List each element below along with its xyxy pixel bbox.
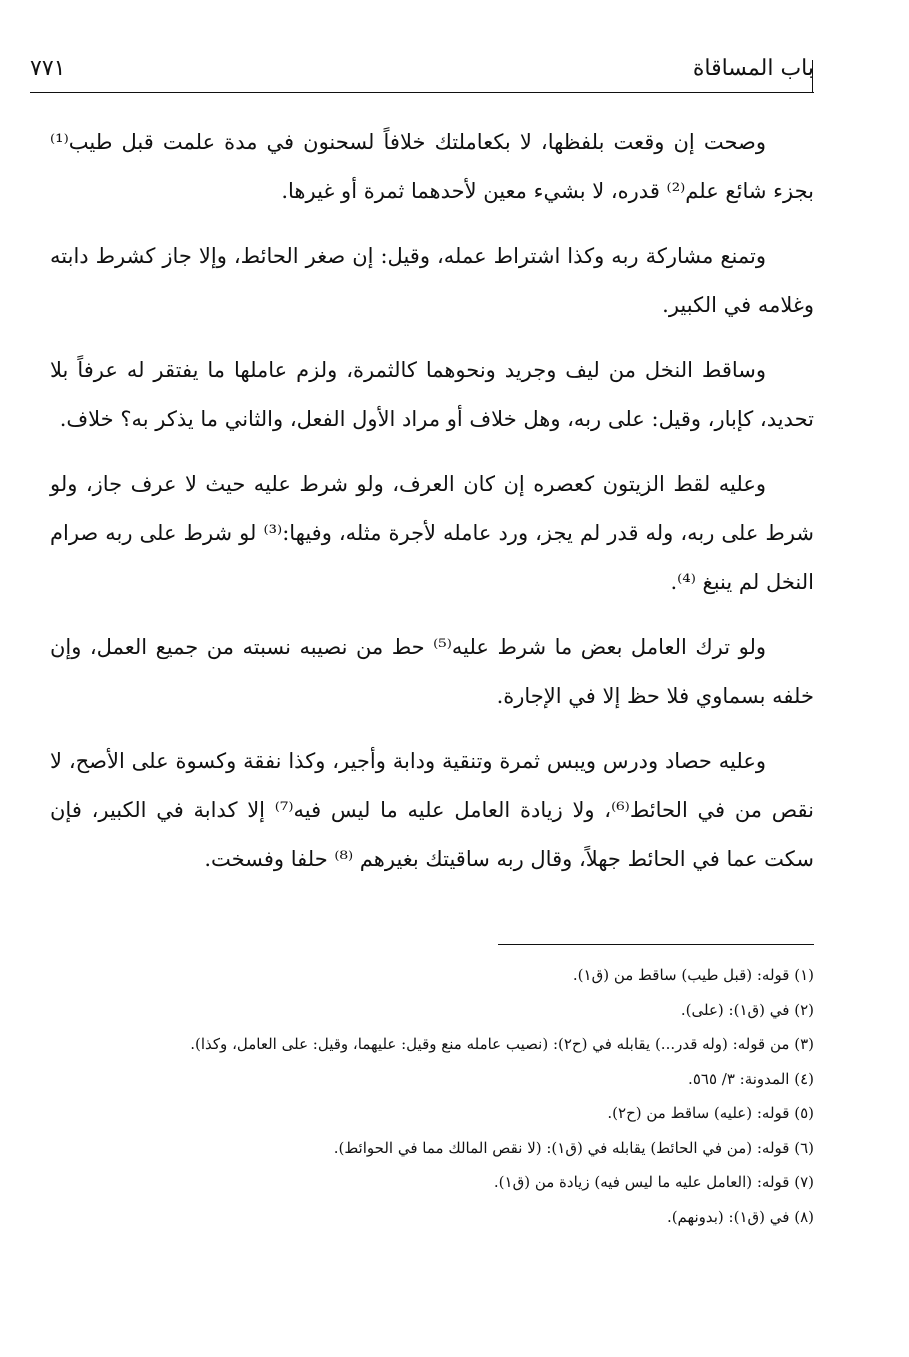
footnote: (٣) من قوله: (وله قدر...) يقابله في (ح٢): (نصيب عامله منع وقيل: عليهما، وقيل: على العامل، وكذا). (190, 1035, 814, 1053)
header-divider (30, 92, 814, 93)
footnote: (٢) في (ق١): (على). (680, 1000, 814, 1019)
paragraph: وعليه لقط الزيتون كعصره إن كان العرف، ولو شرط عليه حيث لا عرف جاز، ولو شرط على ربه، وله قدر لم يجز، ورد عامله لأجرة مثله، وفيها:⁽³⁾ لو شرط على ربه صرام النخل لم ينبغ ⁽⁴⁾. (50, 472, 814, 594)
footnote: (٤) المدونة: ٣/ ٥٦٥. (688, 1069, 814, 1088)
footnote-divider (498, 944, 814, 945)
header-vertical-divider (812, 60, 813, 93)
footnote: (٥) قوله: (عليه) ساقط من (ح٢). (607, 1104, 814, 1122)
footnote: (٧) قوله: (العامل عليه ما ليس فيه) زيادة من (ق١). (493, 1173, 814, 1191)
paragraph: وتمنع مشاركة ربه وكذا اشتراط عمله، وقيل: إن صغر الحائط، وإلا جاز كشرط دابته وغلامه في الكبير. (50, 244, 814, 317)
main-text (50, 118, 814, 900)
footnote: (٦) قوله: (من في الحائط) يقابله في (ق١): (لا نقص المالك مما في الحوائط). (333, 1138, 814, 1157)
paragraph: وساقط النخل من ليف وجريد ونحوهما كالثمرة، ولزم عاملها ما يفتقر له عرفاً بلا تحديد، كإبار، وقيل: على ربه، وهل خلاف أو مراد الأول الفعل، والثاني ما يذكر به؟ خلاف. (50, 358, 814, 431)
footnote: (٨) في (ق١): (بدونهم). (666, 1207, 814, 1226)
running-header (30, 52, 814, 92)
paragraph: وعليه حصاد ودرس ويبس ثمرة وتنقية ودابة وأجير، وكذا نفقة وكسوة على الأصح، لا نقص من في الحائط⁽⁶⁾، ولا زيادة العامل عليه ما ليس فيه⁽⁷⁾ إلا كدابة في الكبير، فإن سكت عما في الحائط جهلاً، وقال ربه ساقيتك بغيرهم ⁽⁸⁾ حلفا وفسخت. (50, 749, 814, 871)
paragraph: وصحت إن وقعت بلفظها، لا بكعاملتك خلافاً لسحنون في مدة علمت قبل طيب⁽¹⁾ بجزء شائع علم⁽²⁾ قدره، لا بشيء معين لأحدهما ثمرة أو غيرها. (50, 130, 814, 203)
paragraph: ولو ترك العامل بعض ما شرط عليه⁽⁵⁾ حط من نصيبه نسبته من جميع العمل، وإن خلفه بسماوي فلا حظ إلا في الإجارة. (50, 635, 814, 708)
chapter-title: باب المساقاة (692, 56, 814, 81)
footnotes (60, 958, 814, 1234)
page-number: ٧٧١ (30, 56, 66, 81)
footnote: (١) قوله: (قبل طيب) ساقط من (ق١). (572, 966, 814, 984)
